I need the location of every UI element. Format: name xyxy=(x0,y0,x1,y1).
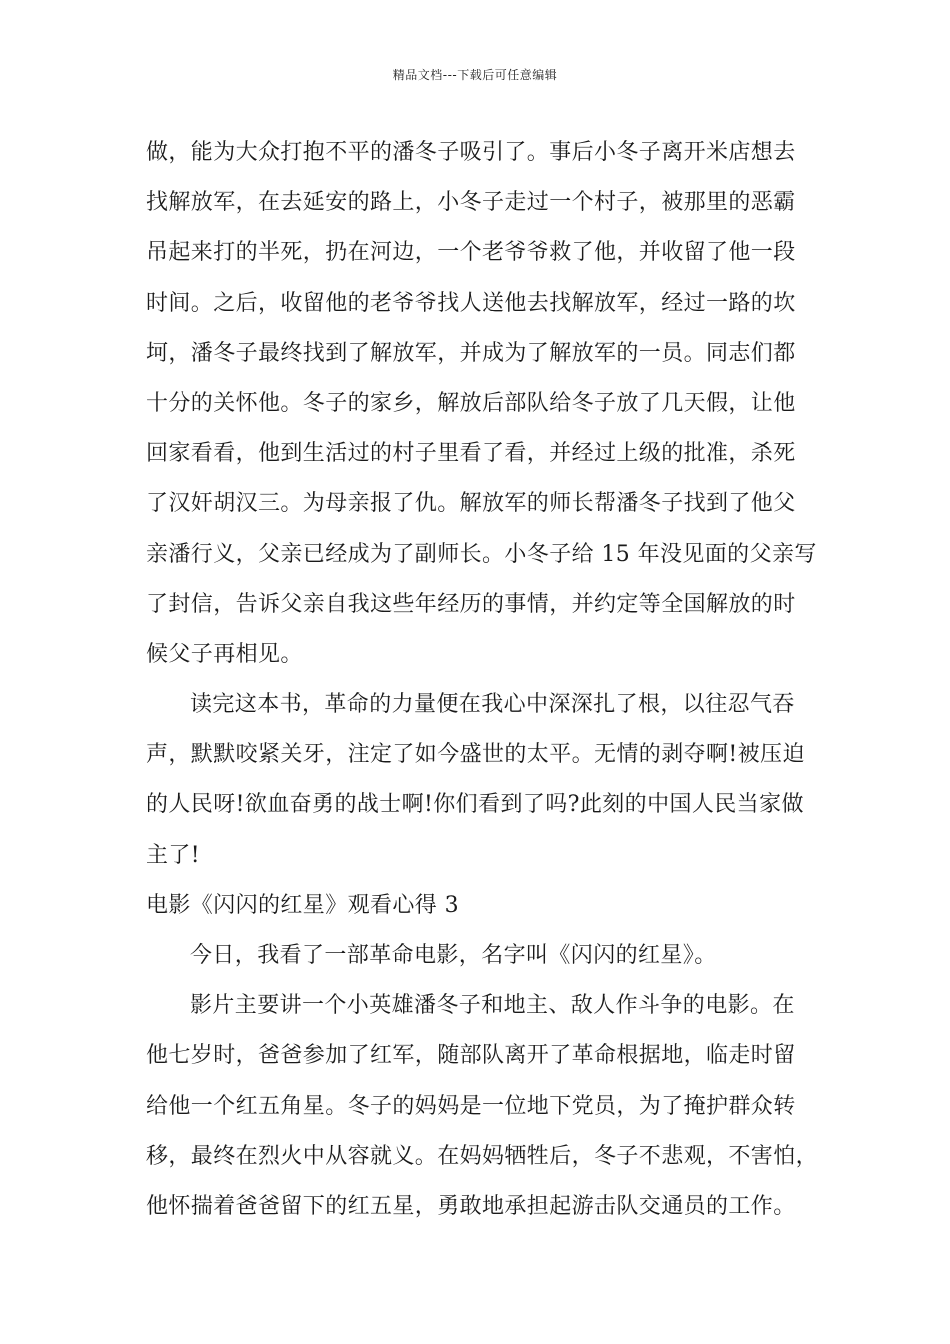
body-line: 十分的关怀他。冬子的家乡，解放后部队给冬子放了几天假，让他 xyxy=(146,390,796,416)
body-line: 找解放军，在去延安的路上，小冬子走过一个村子，被那里的恶霸 xyxy=(146,190,796,216)
body-line: 时间。之后，收留他的老爷爷找人送他去找解放军，经过一路的坎 xyxy=(146,290,796,316)
paragraph-start-line: 影片主要讲一个小英雄潘冬子和地主、敌人作斗争的电影。在 xyxy=(190,993,795,1019)
body-line: 亲潘行义，父亲已经成为了副师长。小冬子给 15 年没见面的父亲写 xyxy=(146,541,817,567)
body-line: 做，能为大众打抱不平的潘冬子吸引了。事后小冬子离开米店想去 xyxy=(146,140,796,165)
page-header: 精品文档---下载后可任意编辑 xyxy=(392,68,558,82)
body-line: 了封信，告诉父亲自我这些年经历的事情，并约定等全国解放的时 xyxy=(146,591,796,617)
body-line: 的人民呀!欲血奋勇的战士啊!你们看到了吗?此刻的中国人民当家做 xyxy=(146,792,804,818)
body-line: 候父子再相见。 xyxy=(146,641,303,667)
body-line: 移，最终在烈火中从容就义。在妈妈牺牲后，冬子不悲观，不害怕， xyxy=(146,1143,819,1169)
body-line: 坷，潘冬子最终找到了解放军，并成为了解放军的一员。同志们都 xyxy=(146,340,796,366)
body-line: 给他一个红五角星。冬子的妈妈是一位地下党员，为了掩护群众转 xyxy=(146,1093,796,1119)
paragraph-start-line: 今日，我看了一部革命电影，名字叫《闪闪的红星》。 xyxy=(190,943,717,968)
body-line: 回家看看，他到生活过的村子里看了看，并经过上级的批准，杀死 xyxy=(146,441,796,467)
section-heading: 电影《闪闪的红星》观看心得 3 xyxy=(146,892,459,918)
body-line: 了汉奸胡汉三。为母亲报了仇。解放军的师长帮潘冬子找到了他父 xyxy=(146,491,796,517)
body-line: 他怀揣着爸爸留下的红五星，勇敢地承担起游击队交通员的工作。 xyxy=(146,1193,796,1219)
document-body xyxy=(146,128,826,1232)
body-line: 吊起来打的半死，扔在河边，一个老爷爷救了他，并收留了他一段 xyxy=(146,240,796,266)
body-line: 声，默默咬紧关牙，注定了如今盛世的太平。无情的剥夺啊!被压迫 xyxy=(146,742,805,768)
paragraph-start-line: 读完这本书，革命的力量便在我心中深深扎了根，以往忍气吞 xyxy=(190,692,795,718)
body-line: 主了! xyxy=(146,842,201,868)
body-line: 他七岁时，爸爸参加了红军，随部队离开了革命根据地，临走时留 xyxy=(146,1043,796,1069)
